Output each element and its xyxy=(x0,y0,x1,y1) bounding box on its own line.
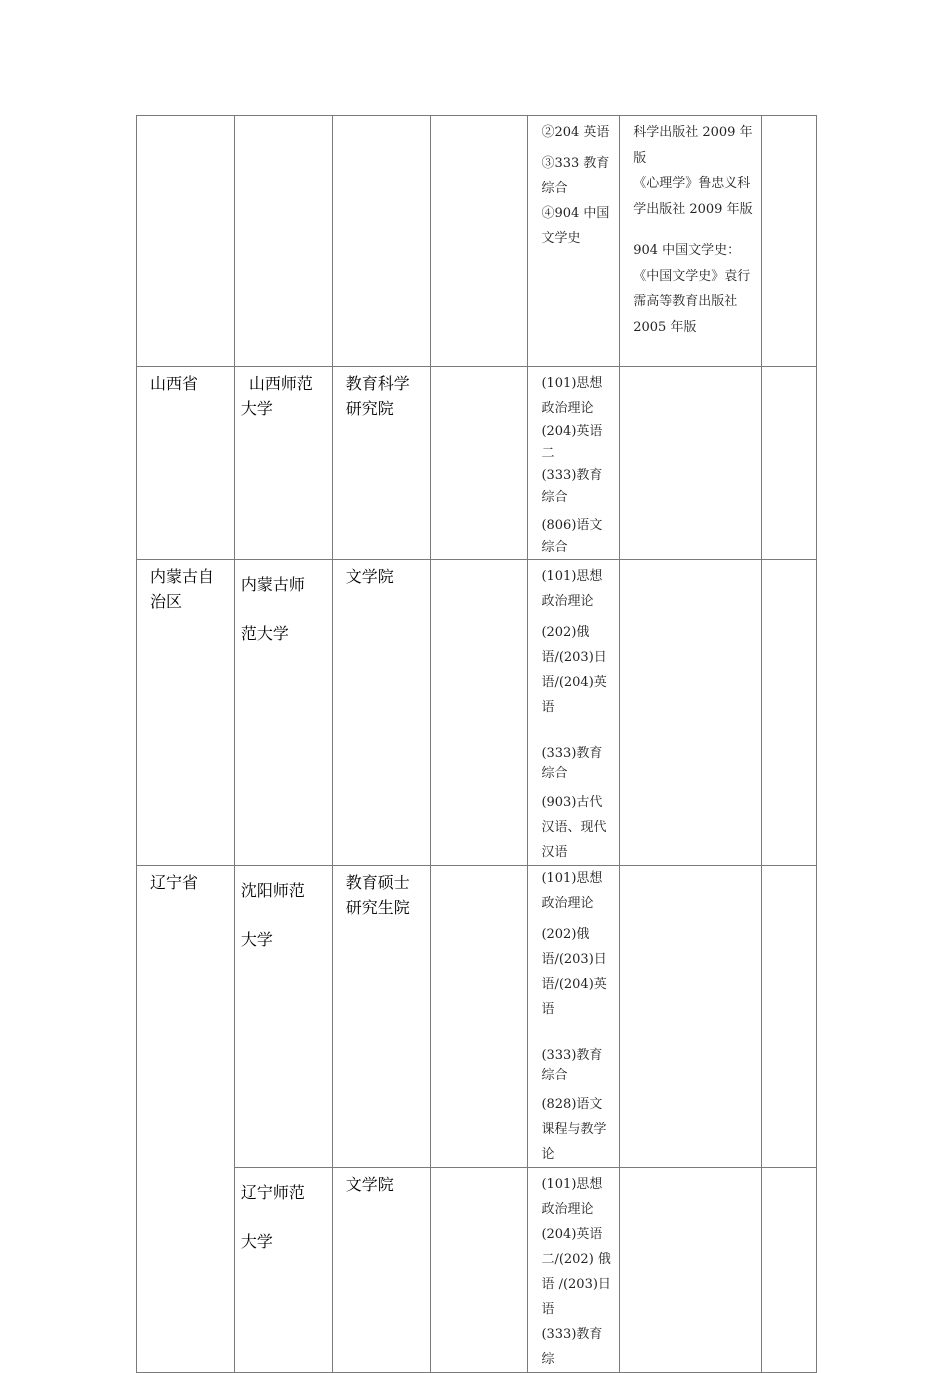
subjects-cell xyxy=(528,1168,620,1373)
references-cell xyxy=(620,560,762,866)
subject-line: (333)教育综合 xyxy=(541,468,603,505)
remarks-cell xyxy=(762,367,817,560)
remarks-cell xyxy=(762,1168,817,1373)
province-cell: 山西省 xyxy=(137,367,235,560)
subject-line: (202)俄语/(203)日语/(204)英语 xyxy=(541,927,607,1017)
subject-line: (204)英语二 xyxy=(541,424,603,461)
empty-cell xyxy=(430,1168,528,1373)
table-row xyxy=(137,560,817,866)
subject-line: (204)英语二/(202) 俄 语 /(203)日语 xyxy=(541,1227,611,1317)
reference-line: 《中国文学史》袁行霈高等教育出版社 2005 年版 xyxy=(633,268,751,335)
empty-cell xyxy=(430,866,528,1168)
province-cell: 辽宁省 xyxy=(137,866,235,1373)
university-line: 大学 xyxy=(240,1232,273,1251)
subject-line: (903)古代汉语、现代汉语 xyxy=(541,795,607,860)
college-cell xyxy=(332,116,430,367)
references-cell xyxy=(620,367,762,560)
university-line: 沈阳师范 xyxy=(240,881,305,900)
table-row xyxy=(137,1168,817,1373)
university-line: 辽宁师范 xyxy=(240,1183,305,1202)
college-cell: 文学院 xyxy=(332,560,430,866)
reference-line: 904 中国文学史： xyxy=(633,243,741,258)
table-row xyxy=(137,116,817,367)
province-cell: 内蒙古自治区 xyxy=(137,560,235,866)
subject-line: ④904 中国文学史 xyxy=(541,206,610,246)
subject-line: (101)思想政治理论 xyxy=(541,569,603,609)
college-cell: 教育科学研究院 xyxy=(332,367,430,560)
university-cell xyxy=(234,560,332,866)
reference-line: 科学出版社 2009 年版 xyxy=(633,125,753,166)
admissions-table xyxy=(136,115,817,1373)
subject-line: (333)教育综 xyxy=(541,1327,603,1367)
subject-line: (806)语文综合 xyxy=(541,518,603,555)
subject-line: ②204 英语 xyxy=(541,125,610,140)
subject-line: (333)教育综合 xyxy=(541,1048,603,1083)
subjects-cell xyxy=(528,116,620,367)
empty-cell xyxy=(430,367,528,560)
remarks-cell xyxy=(762,866,817,1168)
university-line: 范大学 xyxy=(240,624,289,643)
subject-line: (101)思想政治理论 xyxy=(541,376,603,416)
table-row xyxy=(137,367,817,560)
references-cell xyxy=(620,1168,762,1373)
university-cell xyxy=(234,116,332,367)
university-cell xyxy=(234,1168,332,1373)
reference-line: 《心理学》鲁忠义科学出版社 2009 年版 xyxy=(633,176,753,217)
subjects-cell xyxy=(528,866,620,1168)
subject-line: (101)思想政治理论 xyxy=(541,1177,603,1217)
college-cell: 教育硕士研究生院 xyxy=(332,866,430,1168)
university-cell xyxy=(234,866,332,1168)
subject-line: (101)思想政治理论 xyxy=(541,871,603,911)
references-cell xyxy=(620,116,762,367)
subjects-cell xyxy=(528,367,620,560)
university-line: 内蒙古师 xyxy=(240,575,305,594)
college-cell: 文学院 xyxy=(332,1168,430,1373)
remarks-cell xyxy=(762,116,817,367)
university-cell: 山西师范大学 xyxy=(234,367,332,560)
empty-cell xyxy=(430,560,528,866)
empty-cell xyxy=(430,116,528,367)
province-cell xyxy=(137,116,235,367)
subject-line: (828)语文课程与教学论 xyxy=(541,1097,607,1162)
subjects-cell xyxy=(528,560,620,866)
table-row xyxy=(137,866,817,1168)
university-line: 大学 xyxy=(240,930,273,949)
subject-line: (202)俄语/(203)日语/(204)英语 xyxy=(541,625,607,715)
subject-line: (333)教育综合 xyxy=(541,746,603,781)
remarks-cell xyxy=(762,560,817,866)
references-cell xyxy=(620,866,762,1168)
subject-line: ③333 教育综合 xyxy=(541,156,610,196)
